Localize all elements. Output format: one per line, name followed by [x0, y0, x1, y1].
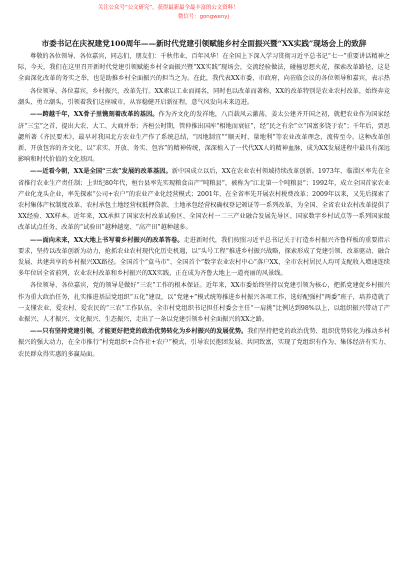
- paragraph-text: 各位领导、各位嘉宾，党的领导是做好“三农”工作的根本保证。近年来，XX市委始终坚持以党建引领为核心，把抓党建促乡村振兴作为重大政治任务，扎实推进基层党组织“五化”建设，以“党建+”模式统筹推进乡村振兴各项工作，选好配强村“两委”班子，培养造就了一支懂农业、爱农村、爱农民的“三农”工作队伍，全市村党组织书记担任村委会主任“一肩挑”比例达到98%以上，以组织振兴带动了产业振兴、人才振兴、文化振兴、生态振兴，走出了一条以党建引领乡村全面振兴的XX之路。: [18, 282, 390, 324]
- paragraph-lead: ——近看今朝，XX是全国“三农”发展的改革基因。: [30, 168, 172, 176]
- document-body: [18, 38, 390, 361]
- paragraph-present: [18, 166, 390, 233]
- document-title: 市委书记在庆祝建党100周年——新时代党建引领赋能乡村全面振兴暨“XX实践”现场会上的致辞: [41, 39, 367, 48]
- paragraph-text: 我们坚持把党的政治优势、组织优势转化为推动乡村振兴的强大动力，在全市推行“村党组织+合作社+农户”模式，引导农民抱团发展、共同致富，实现了党组织有作为、集体经济有实力、农民群众得实惠的多赢局面。: [18, 328, 390, 358]
- paragraph-lead: ——面向未来，XX大地上书写着乡村振兴的改革答卷。: [30, 236, 184, 244]
- paragraph-text: 新中国成立以后，XX在农业农村领域持续改革创新。1973年，临淄区率先在全省推行农业生产责任制；上世纪80年代，桓台县率先实现粮食亩产“吨粮县”，被称为“江北第一个吨粮县”；1992年，成立全国首家农业产业化龙头企业，率先探索“公司+农户”的农业产业化经营模式；2001年，在全省率先开展农村税费改革；2009年以来，又先后探索了农村集体产权制度改革、农村承包土地经营权抵押贷款、土地承包经营权确权登记颁证等一系列改革，为全国、全省农业农村改革提供了XX经验、XX样本。近年来，XX承担了国家农村改革试验区、全国农村一二三产业融合发展先导区、国家数字乡村试点等一系列国家级改革试点任务，改革的“试验田”越种越宽、“高产田”越种越多。: [18, 168, 390, 232]
- paragraph-text: 尊敬的各位领导、各位嘉宾，同志们，朋友们：千秋伟业，百年风华！在全国上下深入学习贯彻习近平总书记“七一”重要讲话精神之际，今天，我们在这里召开新时代党建引领赋能乡村全面振兴暨“XX实践”现场会，交流经验做法，碰撞思想火花，探索改革路径，这是全面深化改革的务实之举，也是助推乡村全面振兴的担当之为。在此，我代表XX市委、市政府，向莅临会议的各位领导和嘉宾，表示热: [18, 53, 390, 83]
- paragraph-future: [18, 235, 390, 280]
- paragraph-text: 各位领导、各位嘉宾，乡村振兴，改革先行。XX素以工业而闻名，同时也以改革而著称，XX的改革特别是农业农村改革，始终奔竞潮头、勇立潮头，引领着我们这座城市，从容稳健开启新征程，意气风发向未来迈进。: [18, 88, 390, 107]
- paragraph-reform: [18, 86, 390, 108]
- paragraph-history: [18, 109, 390, 165]
- banner-line-2: 微信号：gongwenyj: [178, 14, 229, 20]
- paragraph-lead: ——只有坚持党建引领，才能更好把党的政治优势转化为乡村振兴的发展优势。: [30, 328, 248, 336]
- paragraph-party-building: [18, 326, 390, 360]
- banner-line-1: 关注公众号“公文研究”，获得最新最全最丰富的公文资料！: [98, 5, 239, 11]
- paragraph-lead: ——跨越千年，XX骨子里镌刻着改革的基因。: [30, 111, 159, 119]
- paragraph-leadership: [18, 280, 390, 325]
- paragraph-text: 走进新时代，我们按照习近平总书记关于打造乡村振兴齐鲁样板的重要指示要求，坚持以改革创新为动力，抢抓农业农村现代化历史机遇，以“头号工程”推进乡村振兴战略，探索形成了党建引领、改革驱动、融合发展、共建共享的乡村振兴XX路径。全国首个“盒马市”、全国首个“数字农业农村中心”落户XX，全市农村居民人均可支配收入增速连续多年位居全省前列，农业农村改革和乡村振兴的XX实践，正在成为齐鲁大地上一道亮丽的风景线。: [18, 236, 390, 278]
- paragraph-opening: [18, 51, 390, 85]
- paragraph-text: 作为齐文化的发祥地，八百载风云激荡，姜太公建齐开国之初，就把农业作为国家经济“三宝”之首，提出大农、大工、大商并举；齐桓公时期，管仲推出国库“相地而衰征”，经“民之有余”立“国富多饶于农”；千年后，贾思勰所著《齐民要术》，最早对我国北方农业生产作了系统总结，“因地制宜”“顺天时、量地利”等农业改革理念，流传至今。这种改革创新、开放包容的齐文化，以“求实、开放、务实、包容”的精神传统，深深植入了一代代XX人的精神血脉，成为XX发展进程中最具有深远影响和时代价值的文化基因。: [18, 111, 390, 164]
- promo-banner: [8, 4, 400, 22]
